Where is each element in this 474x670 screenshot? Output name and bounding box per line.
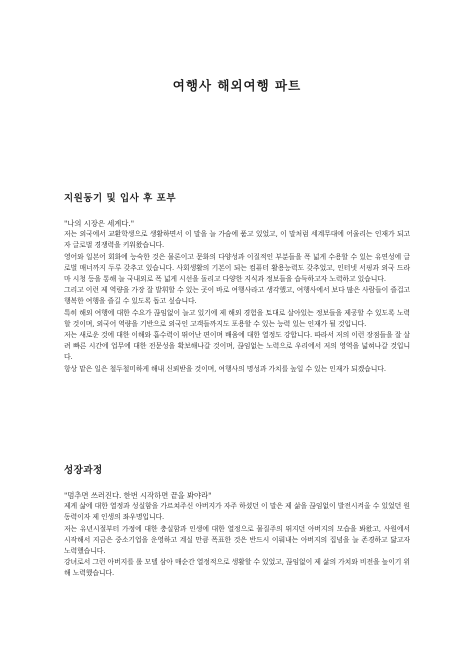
paragraph: 저는 새로운 것에 대한 이해와 흡수력이 뛰어난 편이며 배움에 대한 열정도 강합니다. 따라서 저의 이런 장점들을 잘 살려 빠른 시간에 업무에 대한 전문성을 확보해나갈 것이며, 끊임없는 노력으로 우리에서 저의 영역을 넓혀나갈 것입니다.: [64, 331, 410, 362]
document-title: 여행사 해외여행 파트: [172, 78, 302, 93]
paragraph: 저는 외국에서 교환학생으로 생활하면서 이 말을 늘 가슴에 품고 있었고, 이 말처럼 세계무대에 어울리는 인재가 되고자 글로벌 경쟁력을 키워왔습니다.: [64, 230, 410, 250]
paragraph: 강녀로서 그런 아버지를 롤 모델 삼아 매순간 열정적으로 생활할 수 있었고, 끊임없이 제 삶의 가치와 비전을 높이기 위해 노력했습니다.: [64, 558, 410, 578]
paragraph: 항상 맡은 일은 철두철미하게 해내 신뢰받을 것이며, 여행사의 명성과 가치를 높일 수 있는 인재가 되겠습니다.: [64, 364, 386, 373]
paragraph: 특히 해외 여행에 대한 수요가 끊임없이 늘고 있기에 제 해외 경험을 토대로 살아있는 정보들을 제공할 수 있도록 노력할 것이며, 외국어 역량을 기반으로 외국인 고객들까지도 포용할 수 있는 능력 있는 인재가 될 것입니다.: [64, 308, 410, 328]
section-quote: "나의 시장은 세계다.": [64, 219, 135, 228]
paragraph: 그리고 이런 제 역량을 가장 잘 발휘할 수 있는 곳이 바로 여행사라고 생각했고, 여행사에서 보다 많은 사람들이 즐겁고 행복한 여행을 즐길 수 있도록 돕고 싶습니다.: [64, 286, 410, 306]
section-quote: "멈추면 쓰러진다. 한번 시작하면 끝을 봐야라": [64, 491, 212, 500]
section-heading: 지원동기 및 입사 후 포부: [64, 193, 176, 204]
section-growth: [64, 462, 410, 580]
paragraph: 영어와 일본어 회화에 능숙한 것은 물론이고 문화의 다양성과 이질적인 부분들을 폭 넓게 수용할 수 있는 유연성에 글로벌 매너까지 두루 갖추고 있습니다. 사회생활의 기본이 되는 컴퓨터 활용능력도 갖추었고, 인터넷 서핑과 외국 드라마 시청 등을 통해 늘 국내외로 폭 넓게 시선을 돌리고 다양한 지식과 정보들을 습득하고자 노력하고 있습니다.: [64, 252, 410, 284]
section-motivation: [64, 190, 410, 375]
section-heading: 성장과정: [64, 465, 103, 476]
paragraph: 저는 유년시절부터 가정에 대한 충실함과 인생에 대한 열정으로 물질주의 뛰지던 아버지의 모습을 봐왔고, 사원에서 시작해서 지금은 중소기업을 운영하고 계실 만큼 폭표한 것은 반드시 이뤄내는 아버지의 집념을 늘 존경하고 닮고자 노력했습니다.: [64, 524, 410, 556]
paragraph: 제게 삶에 대한 열정과 성실함을 가르쳐주신 아버지가 자주 하셨던 이 말은 제 삶을 끊임없이 발전시켜올 수 있었던 원동력이자 제 인생의 좌우명입니다.: [64, 502, 410, 522]
